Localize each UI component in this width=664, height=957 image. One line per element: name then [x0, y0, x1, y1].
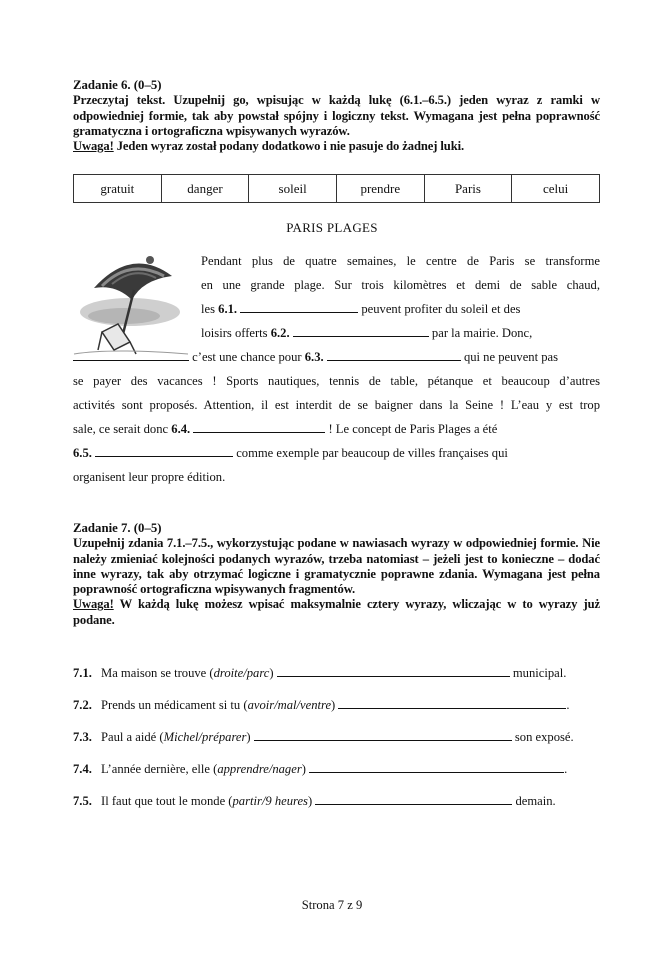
task6-title: Zadanie 6. (0–5) — [73, 78, 162, 92]
passage-text: ! Le concept de Paris Plages a été — [325, 422, 498, 436]
item-text: ) — [331, 698, 336, 712]
item-number: 7.5. — [73, 794, 92, 808]
word-box-cell: soleil — [249, 175, 337, 203]
gap-number: 6.4. — [171, 422, 191, 436]
exercise-item-7-5 — [73, 793, 600, 809]
task7-note-label: Uwaga! — [73, 597, 114, 612]
gap-6-2[interactable] — [293, 325, 429, 337]
gap-7-3[interactable] — [254, 729, 512, 741]
page-footer: Strona 7 z 9 — [301, 898, 363, 912]
item-text: ) — [301, 762, 306, 776]
item-text: ) — [307, 794, 313, 808]
item-number: 7.3. — [73, 730, 92, 744]
item-text: . — [564, 762, 568, 776]
gap-number: 6.3. — [304, 350, 324, 364]
passage-title: PARIS PLAGES — [286, 220, 378, 235]
word-box-cell: danger — [161, 175, 249, 203]
task7-header — [73, 521, 600, 628]
item-number: 7.4. — [73, 762, 92, 776]
gap-number: 6.1. — [218, 302, 238, 316]
item-hint: apprendre/nager — [217, 762, 302, 776]
word-box-cell: Paris — [424, 175, 512, 203]
passage-text: par la mairie. Donc, — [428, 326, 533, 340]
gap-7-5[interactable] — [315, 793, 512, 805]
gap-7-2[interactable] — [338, 697, 566, 709]
task7-instruction-text: Uzupełnij zdania 7.1.–7.5., wykorzystując podane w nawiasach wyrazy w odpowiedniej formie. Nie należy zmieniać kolejności podanych wyrazów, trzeba natomiast – jeżeli jest to konieczne – dodać inne wyrazy, tak aby otrzymać logiczne i gramatycznie poprawne zdania. Wymagana jest pełna poprawność ortograficzna wpisywanych fragmentów. — [73, 536, 600, 597]
passage-line — [73, 445, 600, 461]
gap-number: 6.2. — [270, 326, 290, 340]
exercise-item-7-1 — [73, 665, 600, 681]
gap-7-4[interactable] — [309, 761, 564, 773]
task7-title: Zadanie 7. (0–5) — [73, 521, 162, 535]
task6-instruction — [73, 93, 600, 154]
item-number: 7.1. — [73, 666, 92, 680]
exercise-item-7-2 — [73, 697, 600, 713]
gap-6-3[interactable] — [327, 349, 461, 361]
task7-note-text: W każdą lukę możesz wpisać maksymalnie cztery wyrazy, wliczając w to wyrazy już podane. — [73, 597, 600, 627]
item-text: Prends un médicament si tu ( — [101, 698, 248, 712]
item-text: municipal. — [509, 666, 567, 680]
item-text: L’année dernière, elle ( — [101, 762, 218, 776]
passage-text: loisirs offerts — [201, 326, 271, 340]
passage-text: qui ne peuvent pas — [460, 350, 559, 364]
passage-line — [201, 301, 600, 317]
passage-line: se payer des vacances ! Sports nautiques, tennis de table, pétanque et beaucoup d’autres — [73, 374, 600, 388]
task6-note-text: Jeden wyraz został podany dodatkowo i nie pasuje do żadnej luki. — [113, 139, 465, 154]
passage-text: sale, ce serait donc — [73, 422, 172, 436]
item-text: ) — [269, 666, 274, 680]
passage-text: c’est une chance pour — [192, 350, 305, 364]
gap-line — [73, 349, 189, 361]
gap-number: 6.5. — [73, 446, 92, 460]
passage-line: activités sont proposés. Attention, il est interdit de se baigner dans la Seine ! L’eau y est trop — [73, 398, 600, 412]
passage-line: Pendant plus de quatre semaines, le centre de Paris se transforme — [201, 254, 600, 268]
word-box — [73, 174, 600, 203]
exercise-item-7-3 — [73, 729, 600, 745]
item-text: . — [566, 698, 570, 712]
item-hint: Michel/préparer — [163, 730, 247, 744]
passage-text: comme exemple par beaucoup de villes françaises qui — [233, 446, 508, 460]
gap-7-1[interactable] — [277, 665, 510, 677]
passage-line — [73, 421, 600, 437]
exercise-item-7-4 — [73, 761, 600, 777]
gap-6-1[interactable] — [240, 301, 358, 313]
beach-umbrella-illustration — [72, 250, 190, 362]
passage-text: peuvent profiter du soleil et des — [358, 302, 521, 316]
passage-line: en une grande plage. Sur trois kilomètres et demi de sable chaud, — [201, 278, 600, 292]
passage-text: les — [201, 302, 219, 316]
task7-instruction — [73, 536, 600, 628]
passage-line — [201, 325, 600, 341]
word-box-cell: prendre — [336, 175, 424, 203]
item-text: demain. — [512, 794, 556, 808]
item-hint: droite/parc — [213, 666, 270, 680]
item-text: Ma maison se trouve ( — [101, 666, 214, 680]
item-text: son exposé. — [511, 730, 574, 744]
task6-instruction-text: Przeczytaj tekst. Uzupełnij go, wpisując w każdą lukę (6.1.–6.5.) jeden wyraz z ramki w odpowiedniej formie, tak aby powstał spójny i logiczny tekst. Wymagana jest pełna poprawność gramatyczna i ortograficzna wpisywanych wyrazów. — [73, 93, 600, 138]
task6-header — [73, 78, 600, 154]
task6-note-label: Uwaga! — [73, 139, 114, 154]
gap-6-5[interactable] — [95, 445, 233, 457]
item-hint: avoir/mal/ventre — [247, 698, 332, 712]
item-text: Il faut que tout le monde ( — [101, 794, 233, 808]
gap-6-4[interactable] — [193, 421, 325, 433]
item-text: ) — [246, 730, 251, 744]
passage-line: organisent leur propre édition. — [73, 470, 226, 484]
item-hint: partir/9 heures — [232, 794, 308, 808]
item-text: Paul a aidé ( — [101, 730, 164, 744]
word-box-cell: celui — [512, 175, 600, 203]
word-box-cell: gratuit — [74, 175, 162, 203]
item-number: 7.2. — [73, 698, 92, 712]
passage-line — [73, 349, 600, 365]
